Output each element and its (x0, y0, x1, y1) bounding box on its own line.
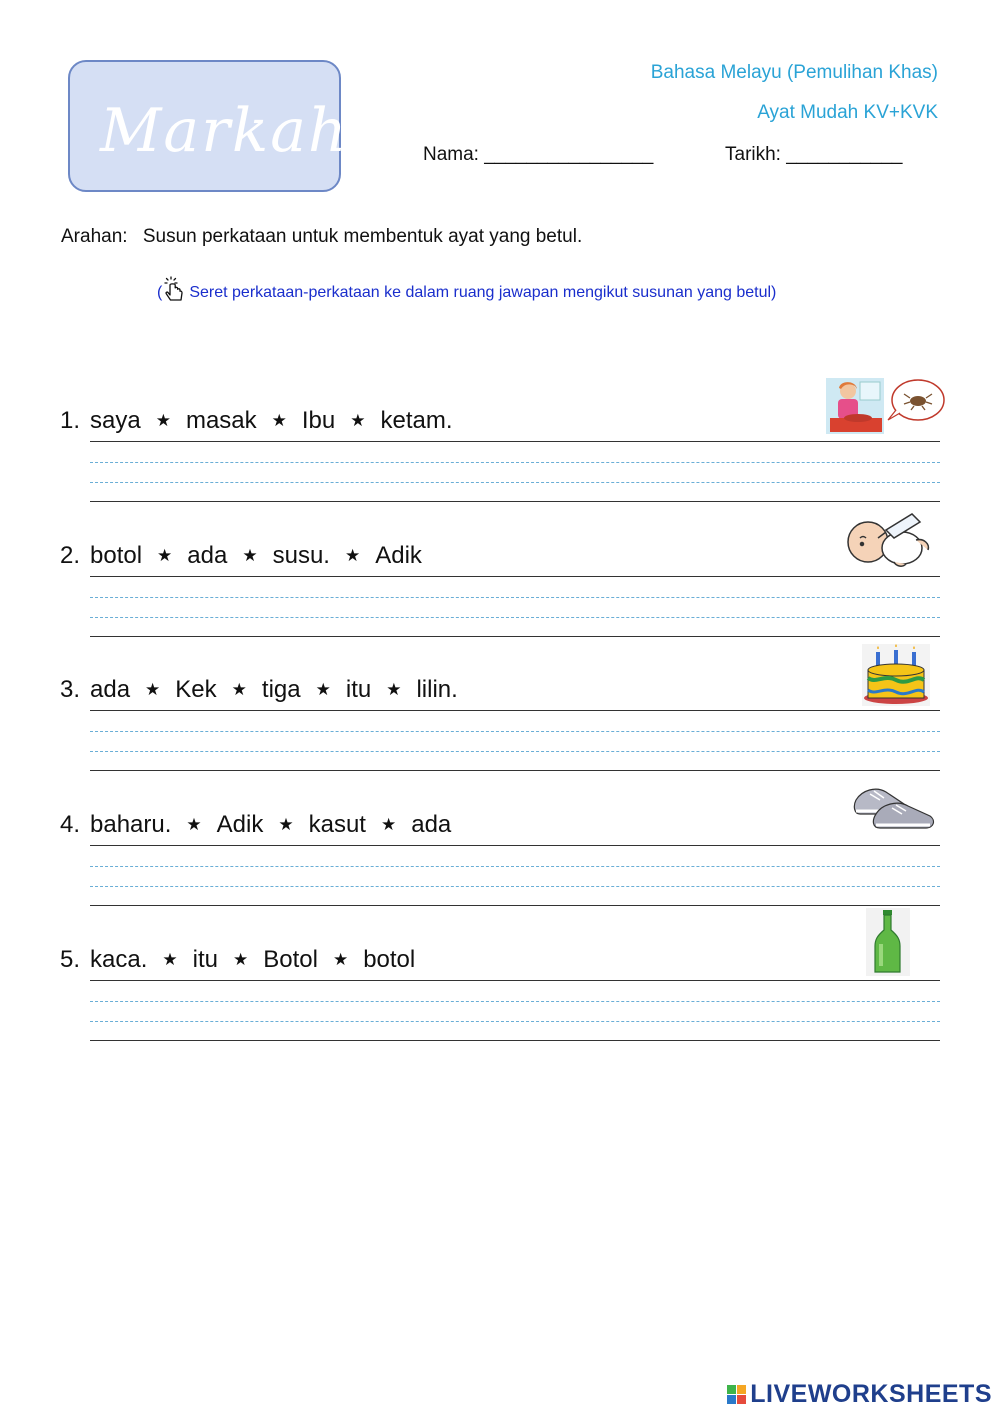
star-icon: ★ (157, 546, 173, 565)
word-tile[interactable]: itu (192, 946, 218, 973)
star-icon: ★ (232, 950, 249, 969)
question-number: 4. (60, 811, 81, 838)
star-icon: ★ (315, 680, 331, 699)
word-tile[interactable]: botol (90, 542, 143, 569)
question-number: 3. (60, 676, 81, 703)
writing-line (90, 501, 940, 502)
word-tile[interactable]: Ibu (301, 407, 336, 434)
answer-guide-line (90, 1021, 940, 1022)
answer-guide-line (90, 482, 940, 483)
word-tile[interactable]: Adik (375, 542, 422, 569)
topic-title: Ayat Mudah KV+KVK (757, 102, 938, 123)
star-icon: ★ (271, 411, 287, 430)
star-icon: ★ (380, 815, 397, 834)
instruction-label: Arahan: (61, 226, 128, 247)
star-icon: ★ (186, 815, 202, 834)
star-icon: ★ (242, 546, 258, 565)
nama-field: Nama: ________________ (423, 144, 654, 165)
word-tile[interactable]: lilin. (416, 676, 458, 703)
word-tile[interactable]: itu (345, 676, 372, 703)
word-tile[interactable]: Kek (175, 676, 217, 703)
writing-line (90, 980, 940, 981)
answer-guide-line (90, 617, 940, 618)
word-tile[interactable]: masak (185, 407, 257, 434)
baby-drinking-milk-picture (842, 510, 938, 574)
word-tile[interactable]: kaca. (90, 946, 148, 973)
star-icon: ★ (344, 546, 361, 565)
star-icon: ★ (155, 411, 171, 430)
star-icon: ★ (162, 950, 178, 969)
writing-line (90, 845, 940, 846)
word-tile[interactable]: Botol (263, 946, 318, 973)
instruction (61, 226, 582, 248)
mother-cooking-crab-picture (826, 376, 946, 442)
star-icon: ★ (386, 680, 402, 699)
word-tile[interactable]: ketam. (380, 407, 453, 434)
star-icon: ★ (350, 411, 366, 430)
logo-mark-icon (727, 1385, 746, 1404)
answer-guide-line[interactable] (90, 731, 940, 732)
shoes-picture (850, 778, 940, 838)
word-tile[interactable]: baharu. (90, 811, 172, 838)
word-bank (90, 542, 422, 570)
question-number: 2. (60, 542, 81, 569)
word-tile[interactable]: kasut (308, 811, 366, 838)
hint-open-paren: ( (157, 284, 163, 301)
hint-text: Seret perkataan-perkataan ke dalam ruang jawapan mengikut susunan yang betul) (189, 284, 777, 301)
glass-bottle-picture (866, 908, 910, 980)
writing-line (90, 636, 940, 637)
star-icon: ★ (145, 680, 161, 699)
drag-hand-icon (162, 276, 186, 302)
drag-hint (157, 276, 776, 302)
subject-title: Bahasa Melayu (Pemulihan Khas) (650, 62, 938, 83)
writing-line (90, 576, 940, 577)
writing-line (90, 770, 940, 771)
word-tile[interactable]: susu. (272, 542, 330, 569)
star-icon: ★ (278, 815, 294, 834)
word-tile[interactable]: Adik (216, 811, 264, 838)
birthday-cake-picture (862, 644, 930, 710)
answer-guide-line (90, 751, 940, 752)
word-bank (90, 676, 458, 704)
instruction-text: Susun perkataan untuk membentuk ayat yang betul. (142, 226, 583, 247)
writing-line (90, 441, 940, 442)
writing-line (90, 1040, 940, 1041)
markah-label: Markah (100, 96, 349, 166)
answer-guide-line[interactable] (90, 1001, 940, 1002)
tarikh-field: Tarikh: ___________ (725, 144, 903, 165)
writing-line (90, 710, 940, 711)
word-bank (90, 946, 415, 974)
logo-text: LIVEWORKSHEETS (750, 1380, 992, 1408)
answer-guide-line[interactable] (90, 866, 940, 867)
word-bank (90, 407, 453, 435)
star-icon: ★ (231, 680, 247, 699)
star-icon: ★ (332, 950, 349, 969)
writing-line (90, 905, 940, 906)
question-number: 1. (60, 407, 81, 434)
answer-guide-line[interactable] (90, 462, 940, 463)
word-tile[interactable]: saya (90, 407, 141, 434)
word-tile[interactable]: ada (90, 676, 131, 703)
word-bank (90, 811, 451, 839)
liveworksheets-logo (727, 1380, 992, 1409)
answer-guide-line[interactable] (90, 597, 940, 598)
word-tile[interactable]: tiga (261, 676, 301, 703)
word-tile[interactable]: botol (363, 946, 416, 973)
word-tile[interactable]: ada (411, 811, 452, 838)
word-tile[interactable]: ada (187, 542, 228, 569)
answer-guide-line (90, 886, 940, 887)
question-number: 5. (60, 946, 81, 973)
